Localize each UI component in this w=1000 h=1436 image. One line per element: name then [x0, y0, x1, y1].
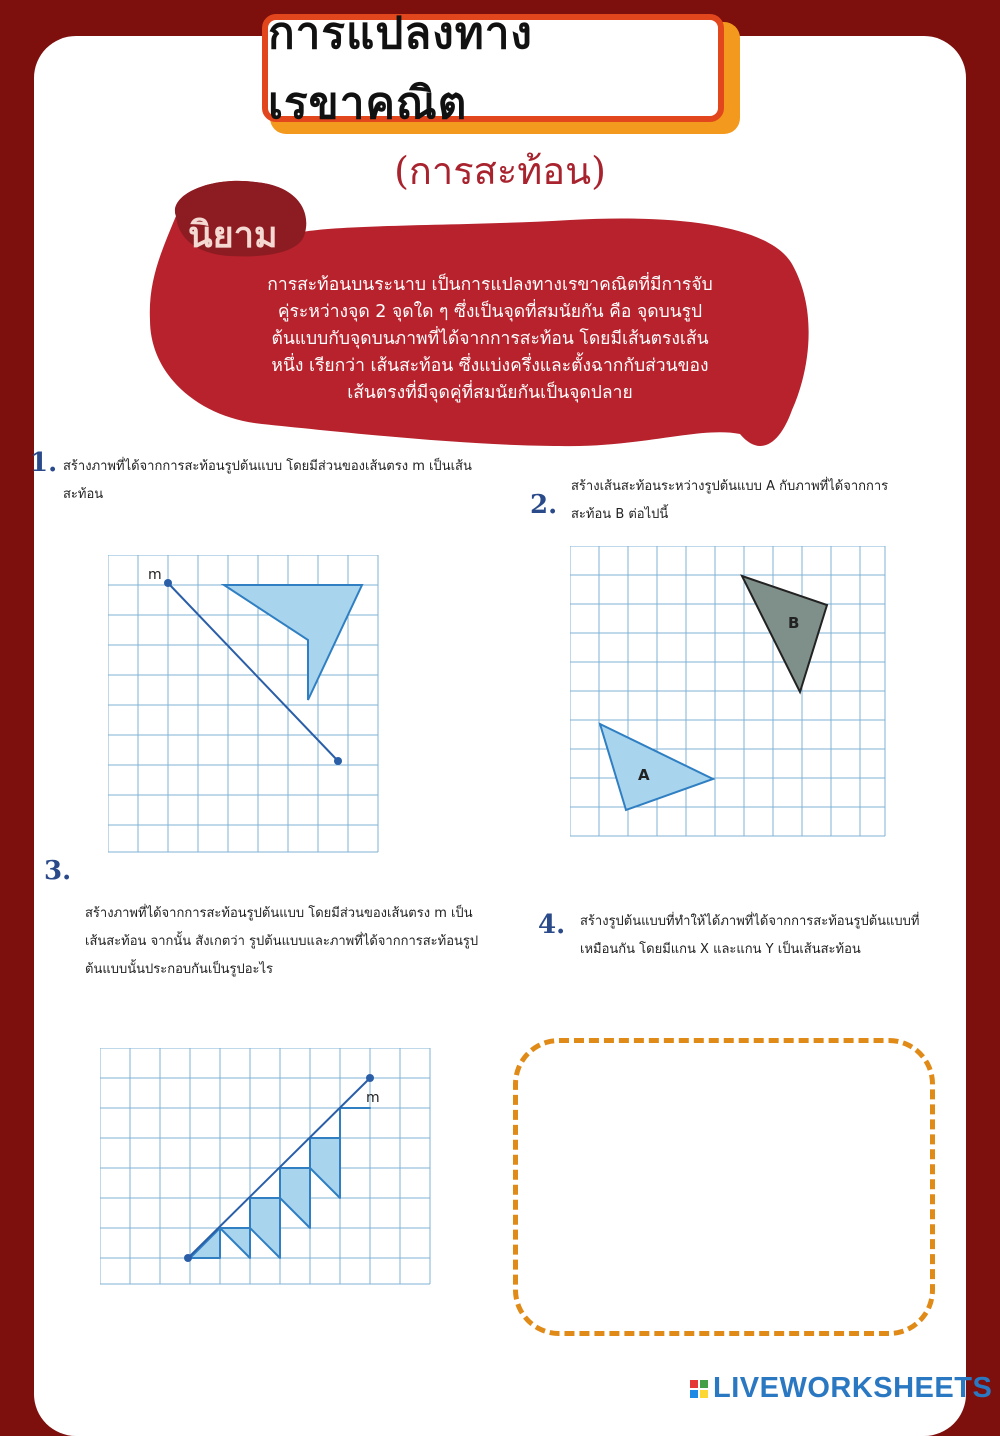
definition-text: [190, 272, 790, 407]
footer-brand: [690, 1372, 992, 1405]
grid-lines: [570, 546, 885, 836]
question-4-answer-area[interactable]: [513, 1038, 935, 1336]
triangle-b: [742, 576, 827, 692]
question-3-number: 3.: [44, 856, 72, 886]
question-4-line: สร้างรูปต้นแบบที่ทำให้ได้ภาพที่ได้จากการสะท้อนรูปต้นแบบที่: [580, 914, 920, 929]
triangle-a-label: A: [638, 766, 650, 784]
definition-line: หนึ่ง เรียกว่า เส้นสะท้อน ซึ่งแบ่งครึ่งและตั้งฉากกับส่วนของ: [271, 356, 709, 376]
definition-label: นิยาม: [188, 214, 278, 256]
triangle-b-label: B: [788, 614, 800, 632]
brand-name: LIVEWORKSHEETS: [713, 1372, 993, 1404]
question-2-grid[interactable]: [570, 546, 888, 846]
original-shape: [224, 585, 362, 700]
question-1-line: สร้างภาพที่ได้จากการสะท้อนรูปต้นแบบ โดยมีส่วนของเส้นตรง m เป็นเส้น: [63, 459, 472, 474]
question-3-line: สร้างภาพที่ได้จากการสะท้อนรูปต้นแบบ โดยมีส่วนของเส้นตรง m เป็น: [85, 906, 473, 921]
mirror-line-endpoint: [366, 1074, 374, 1082]
question-3-text: [85, 900, 515, 984]
worksheet-subtitle: (การสะท้อน): [394, 149, 606, 193]
grid-lines: [100, 1048, 430, 1284]
definition-line: ต้นแบบกับจุดบนภาพที่ได้จากการสะท้อน โดยมีเส้นตรงเส้น: [271, 329, 709, 349]
question-2-line: สร้างเส้นสะท้อนระหว่างรูปต้นแบบ A กับภาพที่ได้จากการ: [571, 479, 889, 494]
question-3-grid[interactable]: [100, 1048, 434, 1288]
mirror-line-endpoint: [334, 757, 342, 765]
question-2-number: 2.: [530, 490, 558, 520]
question-2-line: สะท้อน B ต่อไปนี้: [571, 507, 669, 522]
question-4-number: 4.: [538, 910, 566, 940]
question-1-number: 1.: [30, 448, 58, 478]
mirror-line-label: m: [148, 567, 162, 583]
question-1-line: สะท้อน: [63, 487, 104, 502]
definition-line: เส้นตรงที่มีจุดคู่ที่สมนัยกันเป็นจุดปลาย: [347, 383, 633, 403]
question-3-line: เส้นสะท้อน จากนั้น สังเกตว่า รูปต้นแบบและภาพที่ได้จากการสะท้อนรูป: [85, 934, 479, 949]
mirror-line-endpoint: [184, 1254, 192, 1262]
brand-logo-icon: [690, 1380, 708, 1398]
question-3-line: ต้นแบบนั้นประกอบกันเป็นรูปอะไร: [85, 962, 274, 977]
question-1-text: [63, 453, 513, 509]
question-4-text: [580, 908, 960, 964]
question-4-line: เหมือนกัน โดยมีแกน X และแกน Y เป็นเส้นสะท้อน: [580, 942, 861, 957]
question-2-text: [571, 473, 951, 529]
question-1-grid[interactable]: [108, 555, 380, 855]
definition-line: คู่ระหว่างจุด 2 จุดใด ๆ ซึ่งเป็นจุดที่สมนัยกัน คือ จุดบนรูป: [277, 302, 703, 322]
mirror-line-endpoint: [164, 579, 172, 587]
worksheet-title: การแปลงทางเรขาคณิต: [268, 8, 533, 129]
mirror-line-label: m: [366, 1090, 380, 1106]
definition-line: การสะท้อนบนระนาบ เป็นการแปลงทางเรขาคณิตที่มีการจับ: [267, 275, 713, 295]
